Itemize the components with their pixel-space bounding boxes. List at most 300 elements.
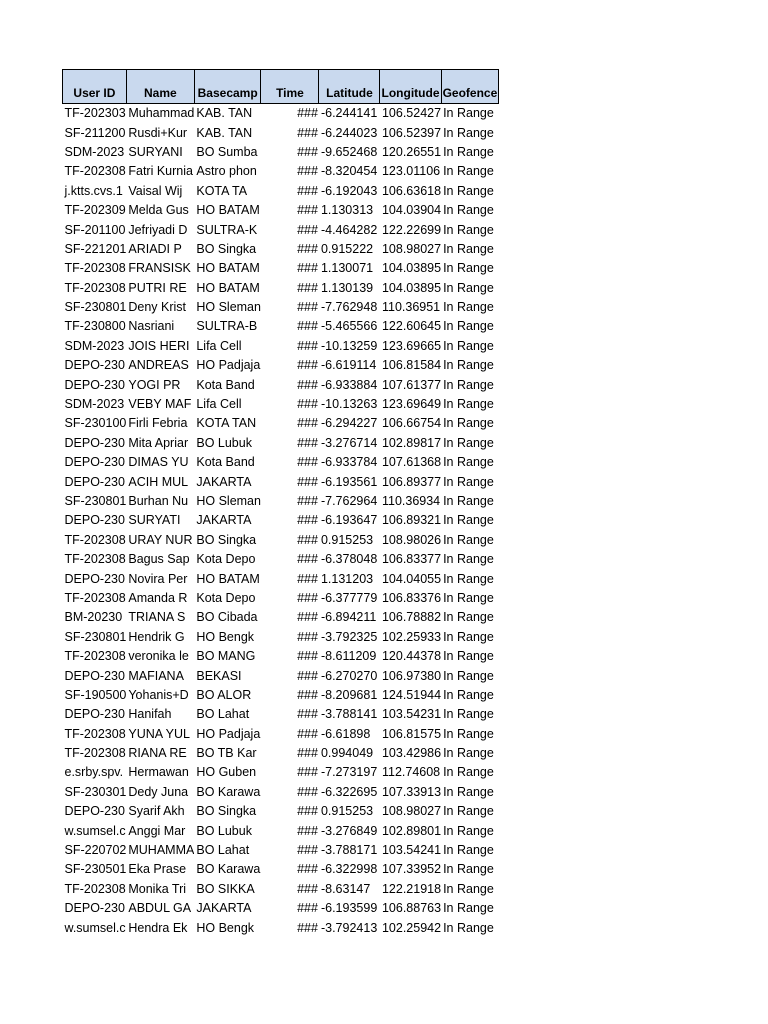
cell-geofence: In Range	[443, 358, 494, 373]
cell-longitude: 107.61377	[381, 377, 442, 392]
cell-user-id: SF-190500	[64, 687, 127, 702]
cell-geofence: In Range	[443, 125, 494, 140]
cell-time: ###	[297, 552, 318, 567]
data-table	[62, 69, 499, 938]
table-row	[63, 608, 499, 627]
cell-longitude: 103.54231	[381, 707, 442, 722]
cell-latitude: -5.465566	[320, 319, 378, 334]
cell-name: Hendrik G	[128, 629, 185, 644]
cell-latitude: -6.933784	[320, 455, 378, 470]
cell-geofence: In Range	[443, 590, 494, 605]
cell-name: Vaisal Wij	[128, 183, 183, 198]
cell-longitude: 102.25933	[381, 629, 442, 644]
cell-time: ###	[297, 920, 318, 935]
cell-latitude: -6.193647	[320, 513, 378, 528]
cell-latitude: -6.244141	[320, 106, 378, 121]
cell-time: ###	[297, 416, 318, 431]
cell-geofence: In Range	[443, 707, 494, 722]
header-time: Time	[261, 70, 319, 104]
cell-basecamp: HO Padjaja	[196, 358, 261, 373]
cell-name: Firli Febria	[128, 416, 188, 431]
table-row	[63, 686, 499, 705]
cell-geofence: In Range	[443, 784, 494, 799]
cell-basecamp: HO Bengk	[196, 629, 255, 644]
header-row	[63, 70, 499, 104]
table-row	[63, 259, 499, 278]
cell-time: ###	[297, 843, 318, 858]
cell-user-id: BM-20230	[64, 610, 123, 625]
cell-latitude: -6.193599	[320, 901, 378, 916]
cell-user-id: TF-202308	[64, 164, 126, 179]
cell-geofence: In Range	[443, 881, 494, 896]
cell-latitude: 0.915253	[320, 532, 374, 547]
table-row	[63, 841, 499, 860]
cell-latitude: -8.320454	[320, 164, 378, 179]
table-row	[63, 104, 499, 124]
cell-basecamp: Kota Band	[196, 455, 255, 470]
cell-basecamp: Kota Band	[196, 377, 255, 392]
cell-longitude: 106.81575	[381, 726, 442, 741]
cell-basecamp: BO ALOR	[196, 687, 252, 702]
cell-longitude: 106.52427	[381, 106, 442, 121]
cell-user-id: j.ktts.cvs.1	[64, 183, 123, 198]
cell-name: TRIANA S	[128, 610, 186, 625]
cell-name: ANDREAS	[128, 358, 189, 373]
table-row	[63, 356, 499, 375]
cell-user-id: e.srby.spv.	[64, 765, 124, 780]
cell-basecamp: HO BATAM	[196, 203, 260, 218]
cell-geofence: In Range	[443, 649, 494, 664]
cell-latitude: 1.130071	[320, 261, 374, 276]
cell-geofence: In Range	[443, 241, 494, 256]
cell-name: Syarif Akh	[128, 804, 185, 819]
cell-time: ###	[297, 106, 318, 121]
cell-latitude: -6.894211	[320, 610, 377, 625]
header-geofence: Geofence	[441, 70, 499, 104]
cell-geofence: In Range	[443, 571, 494, 586]
cell-name: Nasriani	[128, 319, 175, 334]
cell-time: ###	[297, 125, 318, 140]
cell-longitude: 122.60645	[381, 319, 442, 334]
cell-geofence: In Range	[443, 726, 494, 741]
cell-name: SURYATI	[128, 513, 181, 528]
table-row	[63, 337, 499, 356]
cell-latitude: -6.193561	[320, 474, 378, 489]
cell-time: ###	[297, 377, 318, 392]
cell-name: Yohanis+D	[128, 687, 189, 702]
cell-latitude: -7.762948	[320, 300, 378, 315]
cell-name: RIANA RE	[128, 746, 187, 761]
cell-basecamp: Lifa Cell	[196, 397, 242, 412]
table-row	[63, 143, 499, 162]
cell-name: Novira Per	[128, 571, 188, 586]
cell-longitude: 104.03904	[381, 203, 442, 218]
cell-basecamp: BO Karawa	[196, 862, 261, 877]
cell-user-id: TF-202309	[64, 203, 126, 218]
cell-basecamp: JAKARTA	[196, 474, 252, 489]
cell-latitude: -3.788171	[320, 843, 378, 858]
cell-name: Deny Krist	[128, 300, 187, 315]
table-row	[63, 705, 499, 724]
cell-latitude: -6.244023	[320, 125, 378, 140]
cell-name: Burhan Nu	[128, 494, 189, 508]
cell-basecamp: KAB. TAN	[196, 125, 253, 140]
cell-geofence: In Range	[443, 920, 494, 935]
cell-user-id: SF-221201	[64, 241, 127, 256]
cell-longitude: 124.51944	[381, 687, 442, 702]
cell-longitude: 108.98027	[381, 241, 442, 256]
cell-longitude: 122.21918	[381, 881, 442, 896]
table-row	[63, 550, 499, 569]
cell-longitude: 110.36934	[381, 494, 441, 508]
cell-time: ###	[297, 726, 318, 741]
cell-latitude: -3.276849	[320, 823, 378, 838]
cell-user-id: SDM-2023	[64, 144, 125, 159]
cell-name: DIMAS YU	[128, 455, 189, 470]
table-row	[63, 220, 499, 239]
cell-name: Bagus Sap	[128, 552, 190, 567]
cell-name: MUHAMMA	[128, 843, 195, 858]
cell-user-id: DEPO-230	[64, 455, 125, 470]
table-row	[63, 802, 499, 821]
cell-longitude: 108.98027	[381, 804, 442, 819]
table-row	[63, 763, 499, 782]
cell-geofence: In Range	[443, 901, 494, 916]
cell-longitude: 123.01106	[381, 164, 441, 179]
cell-user-id: DEPO-230	[64, 358, 125, 373]
cell-time: ###	[297, 222, 318, 237]
cell-time: ###	[297, 300, 318, 315]
cell-time: ###	[297, 823, 318, 838]
table-row	[63, 434, 499, 453]
cell-longitude: 107.33913	[381, 784, 442, 799]
cell-latitude: -7.273197	[320, 765, 378, 780]
cell-basecamp: Astro phon	[196, 164, 257, 179]
cell-time: ###	[297, 862, 318, 877]
cell-latitude: -3.792413	[320, 920, 378, 935]
cell-name: PUTRI RE	[128, 280, 187, 295]
cell-latitude: -6.933884	[320, 377, 378, 392]
cell-basecamp: KOTA TAN	[196, 416, 257, 431]
table-row	[63, 628, 499, 647]
cell-latitude: 0.915222	[320, 241, 374, 256]
cell-time: ###	[297, 629, 318, 644]
cell-user-id: TF-202308	[64, 261, 126, 276]
cell-geofence: In Range	[443, 435, 494, 450]
cell-time: ###	[297, 707, 318, 722]
cell-time: ###	[297, 494, 318, 508]
cell-name: Eka Prase	[128, 862, 187, 877]
cell-user-id: SDM-2023	[64, 338, 125, 353]
cell-latitude: -6.377779	[320, 590, 378, 605]
cell-name: Jefriyadi D	[128, 222, 188, 237]
cell-basecamp: HO BATAM	[196, 571, 260, 586]
cell-name: Dedy Juna	[128, 784, 189, 799]
table-body	[63, 104, 499, 938]
cell-name: Mita Apriar	[128, 435, 189, 450]
cell-basecamp: BO Sumba	[196, 144, 258, 159]
cell-latitude: -3.788141	[320, 707, 378, 722]
cell-basecamp: BO SIKKA	[196, 881, 255, 896]
cell-latitude: -8.611209	[320, 649, 377, 664]
cell-user-id: DEPO-230	[64, 435, 125, 450]
cell-longitude: 104.03895	[381, 280, 442, 295]
cell-time: ###	[297, 746, 318, 761]
cell-user-id: DEPO-230	[64, 668, 125, 683]
table-row	[63, 472, 499, 491]
cell-longitude: 122.22699	[381, 222, 442, 237]
cell-time: ###	[297, 435, 318, 450]
cell-latitude: -8.209681	[320, 687, 378, 702]
cell-time: ###	[297, 164, 318, 179]
cell-latitude: -6.270270	[320, 668, 378, 683]
cell-latitude: 0.915253	[320, 804, 374, 819]
cell-name: Rusdi+Kur	[128, 125, 188, 140]
cell-time: ###	[297, 144, 318, 159]
cell-basecamp: BO Lubuk	[196, 435, 252, 450]
cell-user-id: DEPO-230	[64, 901, 125, 916]
cell-latitude: -9.652468	[320, 144, 378, 159]
cell-geofence: In Range	[443, 397, 494, 412]
cell-geofence: In Range	[443, 823, 494, 838]
cell-longitude: 102.89817	[381, 435, 442, 450]
table-row	[63, 821, 499, 840]
cell-basecamp: SULTRA-K	[196, 222, 258, 237]
cell-basecamp: KOTA TA	[196, 183, 248, 198]
cell-longitude: 106.97380	[381, 668, 442, 683]
cell-latitude: -7.762964	[320, 494, 378, 508]
cell-user-id: TF-202308	[64, 532, 126, 547]
cell-geofence: In Range	[443, 474, 494, 489]
cell-latitude: -6.322998	[320, 862, 378, 877]
cell-geofence: In Range	[443, 668, 494, 683]
table-row	[63, 860, 499, 879]
cell-name: JOIS HERI	[128, 338, 190, 353]
table-row	[63, 395, 499, 414]
cell-time: ###	[297, 610, 318, 625]
cell-longitude: 110.36951	[381, 300, 441, 315]
cell-geofence: In Range	[443, 144, 494, 159]
cell-time: ###	[297, 474, 318, 489]
cell-time: ###	[297, 261, 318, 276]
cell-geofence: In Range	[443, 280, 494, 295]
cell-user-id: TF-202308	[64, 590, 126, 605]
cell-time: ###	[297, 668, 318, 683]
cell-latitude: -3.276714	[320, 435, 378, 450]
cell-geofence: In Range	[443, 261, 494, 276]
cell-basecamp: JAKARTA	[196, 901, 252, 916]
cell-time: ###	[297, 455, 318, 470]
table-row	[63, 783, 499, 802]
cell-name: Hermawan	[128, 765, 189, 780]
cell-user-id: SF-230801	[64, 494, 127, 508]
cell-basecamp: BEKASI	[196, 668, 242, 683]
table-row	[63, 899, 499, 918]
cell-longitude: 106.83377	[381, 552, 442, 567]
cell-name: Monika Tri	[128, 881, 187, 896]
cell-name: Muhammad	[128, 106, 195, 121]
cell-longitude: 120.26551	[381, 144, 442, 159]
cell-geofence: In Range	[443, 746, 494, 761]
cell-geofence: In Range	[443, 203, 494, 218]
cell-time: ###	[297, 532, 318, 547]
table-row	[63, 182, 499, 201]
cell-name: VEBY MAF	[128, 397, 192, 412]
cell-longitude: 123.69665	[381, 338, 442, 353]
cell-geofence: In Range	[443, 377, 494, 392]
cell-user-id: TF-202308	[64, 746, 126, 761]
cell-time: ###	[297, 338, 318, 353]
cell-geofence: In Range	[443, 843, 494, 858]
header-longitude: Longitude	[380, 70, 441, 104]
table-row	[63, 240, 499, 259]
cell-geofence: In Range	[443, 629, 494, 644]
table-row	[63, 569, 499, 588]
cell-user-id: w.sumsel.c	[64, 823, 126, 838]
cell-name: Hanifah	[128, 707, 172, 722]
cell-time: ###	[297, 203, 318, 218]
cell-longitude: 107.33952	[381, 862, 442, 877]
cell-basecamp: HO BATAM	[196, 261, 260, 276]
cell-user-id: SF-230801	[64, 629, 127, 644]
cell-longitude: 104.03895	[381, 261, 442, 276]
cell-time: ###	[297, 241, 318, 256]
cell-basecamp: BO Cibada	[196, 610, 258, 625]
cell-geofence: In Range	[443, 610, 494, 625]
table-row	[63, 589, 499, 608]
cell-longitude: 103.42986	[381, 746, 442, 761]
cell-user-id: TF-202303	[64, 106, 126, 121]
cell-basecamp: HO Padjaja	[196, 726, 261, 741]
cell-basecamp: SULTRA-B	[196, 319, 258, 334]
cell-geofence: In Range	[443, 455, 494, 470]
cell-basecamp: KAB. TAN	[196, 106, 253, 121]
cell-latitude: -6.61898	[320, 726, 371, 741]
cell-longitude: 106.52397	[381, 125, 442, 140]
cell-latitude: -6.192043	[320, 183, 378, 198]
cell-basecamp: Lifa Cell	[196, 338, 242, 353]
cell-longitude: 120.44378	[381, 649, 442, 664]
cell-user-id: TF-202308	[64, 881, 126, 896]
cell-user-id: SF-220702	[64, 843, 127, 858]
table-row	[63, 531, 499, 550]
cell-name: MAFIANA	[128, 668, 184, 683]
cell-latitude: -6.322695	[320, 784, 378, 799]
table-row	[63, 298, 499, 317]
cell-time: ###	[297, 571, 318, 586]
cell-geofence: In Range	[443, 804, 494, 819]
cell-latitude: -8.63147	[320, 881, 371, 896]
cell-geofence: In Range	[443, 183, 494, 198]
cell-basecamp: HO Sleman	[196, 300, 261, 315]
cell-time: ###	[297, 319, 318, 334]
cell-user-id: SDM-2023	[64, 397, 125, 412]
table-row	[63, 414, 499, 433]
cell-time: ###	[297, 881, 318, 896]
cell-basecamp: BO Singka	[196, 532, 257, 547]
cell-name: veronika le	[128, 649, 189, 664]
table-row	[63, 317, 499, 336]
cell-user-id: TF-202308	[64, 726, 126, 741]
cell-basecamp: BO TB Kar	[196, 746, 257, 761]
cell-user-id: TF-202308	[64, 552, 126, 567]
cell-name: Melda Gus	[128, 203, 189, 218]
cell-name: ARIADI P	[128, 241, 182, 256]
cell-user-id: w.sumsel.c	[64, 920, 126, 935]
table-row	[63, 162, 499, 181]
cell-geofence: In Range	[443, 862, 494, 877]
cell-geofence: In Range	[443, 300, 494, 315]
cell-latitude: -3.792325	[320, 629, 378, 644]
cell-basecamp: BO Singka	[196, 804, 257, 819]
cell-latitude: -10.13259	[320, 338, 378, 353]
cell-name: YUNA YUL	[128, 726, 190, 741]
cell-geofence: In Range	[443, 765, 494, 780]
cell-latitude: -6.378048	[320, 552, 378, 567]
cell-user-id: DEPO-230	[64, 474, 125, 489]
cell-latitude: -4.464282	[320, 222, 378, 237]
table-row	[63, 880, 499, 899]
cell-longitude: 104.04055	[381, 571, 442, 586]
cell-name: Hendra Ek	[128, 920, 188, 935]
table-row	[63, 647, 499, 666]
cell-user-id: SF-230301	[64, 784, 127, 799]
cell-user-id: SF-230100	[64, 416, 127, 431]
cell-longitude: 102.25942	[381, 920, 442, 935]
cell-geofence: In Range	[443, 106, 494, 121]
cell-user-id: SF-201100	[64, 222, 126, 237]
cell-name: FRANSISK	[128, 261, 191, 276]
cell-time: ###	[297, 901, 318, 916]
cell-user-id: SF-230501	[64, 862, 127, 877]
cell-user-id: SF-211200	[64, 125, 126, 140]
cell-longitude: 103.54241	[381, 843, 442, 858]
cell-geofence: In Range	[443, 164, 494, 179]
cell-name: ACIH MUL	[128, 474, 189, 489]
cell-latitude: -10.13263	[320, 397, 378, 412]
cell-user-id: DEPO-230	[64, 571, 125, 586]
table-row	[63, 666, 499, 685]
cell-time: ###	[297, 687, 318, 702]
cell-longitude: 107.61368	[381, 455, 442, 470]
header-latitude: Latitude	[319, 70, 380, 104]
cell-geofence: In Range	[443, 319, 494, 334]
cell-basecamp: JAKARTA	[196, 513, 252, 528]
cell-latitude: -6.619114	[320, 358, 377, 373]
cell-time: ###	[297, 765, 318, 780]
cell-basecamp: BO Lahat	[196, 707, 250, 722]
cell-name: Amanda R	[128, 590, 188, 605]
cell-name: YOGI PR	[128, 377, 181, 392]
cell-time: ###	[297, 513, 318, 528]
cell-longitude: 106.63618	[381, 183, 442, 198]
cell-latitude: -6.294227	[320, 416, 378, 431]
cell-basecamp: HO BATAM	[196, 280, 260, 295]
cell-name: SURYANI	[128, 144, 183, 159]
header-user-id: User ID	[63, 70, 127, 104]
cell-basecamp: HO Bengk	[196, 920, 255, 935]
cell-longitude: 106.83376	[381, 590, 442, 605]
cell-longitude: 106.89377	[381, 474, 442, 489]
cell-longitude: 106.78882	[381, 610, 442, 625]
cell-geofence: In Range	[443, 687, 494, 702]
table-row	[63, 725, 499, 744]
cell-basecamp: BO Lubuk	[196, 823, 252, 838]
cell-geofence: In Range	[443, 338, 494, 353]
cell-time: ###	[297, 804, 318, 819]
cell-user-id: TF-202308	[64, 649, 126, 664]
cell-time: ###	[297, 649, 318, 664]
